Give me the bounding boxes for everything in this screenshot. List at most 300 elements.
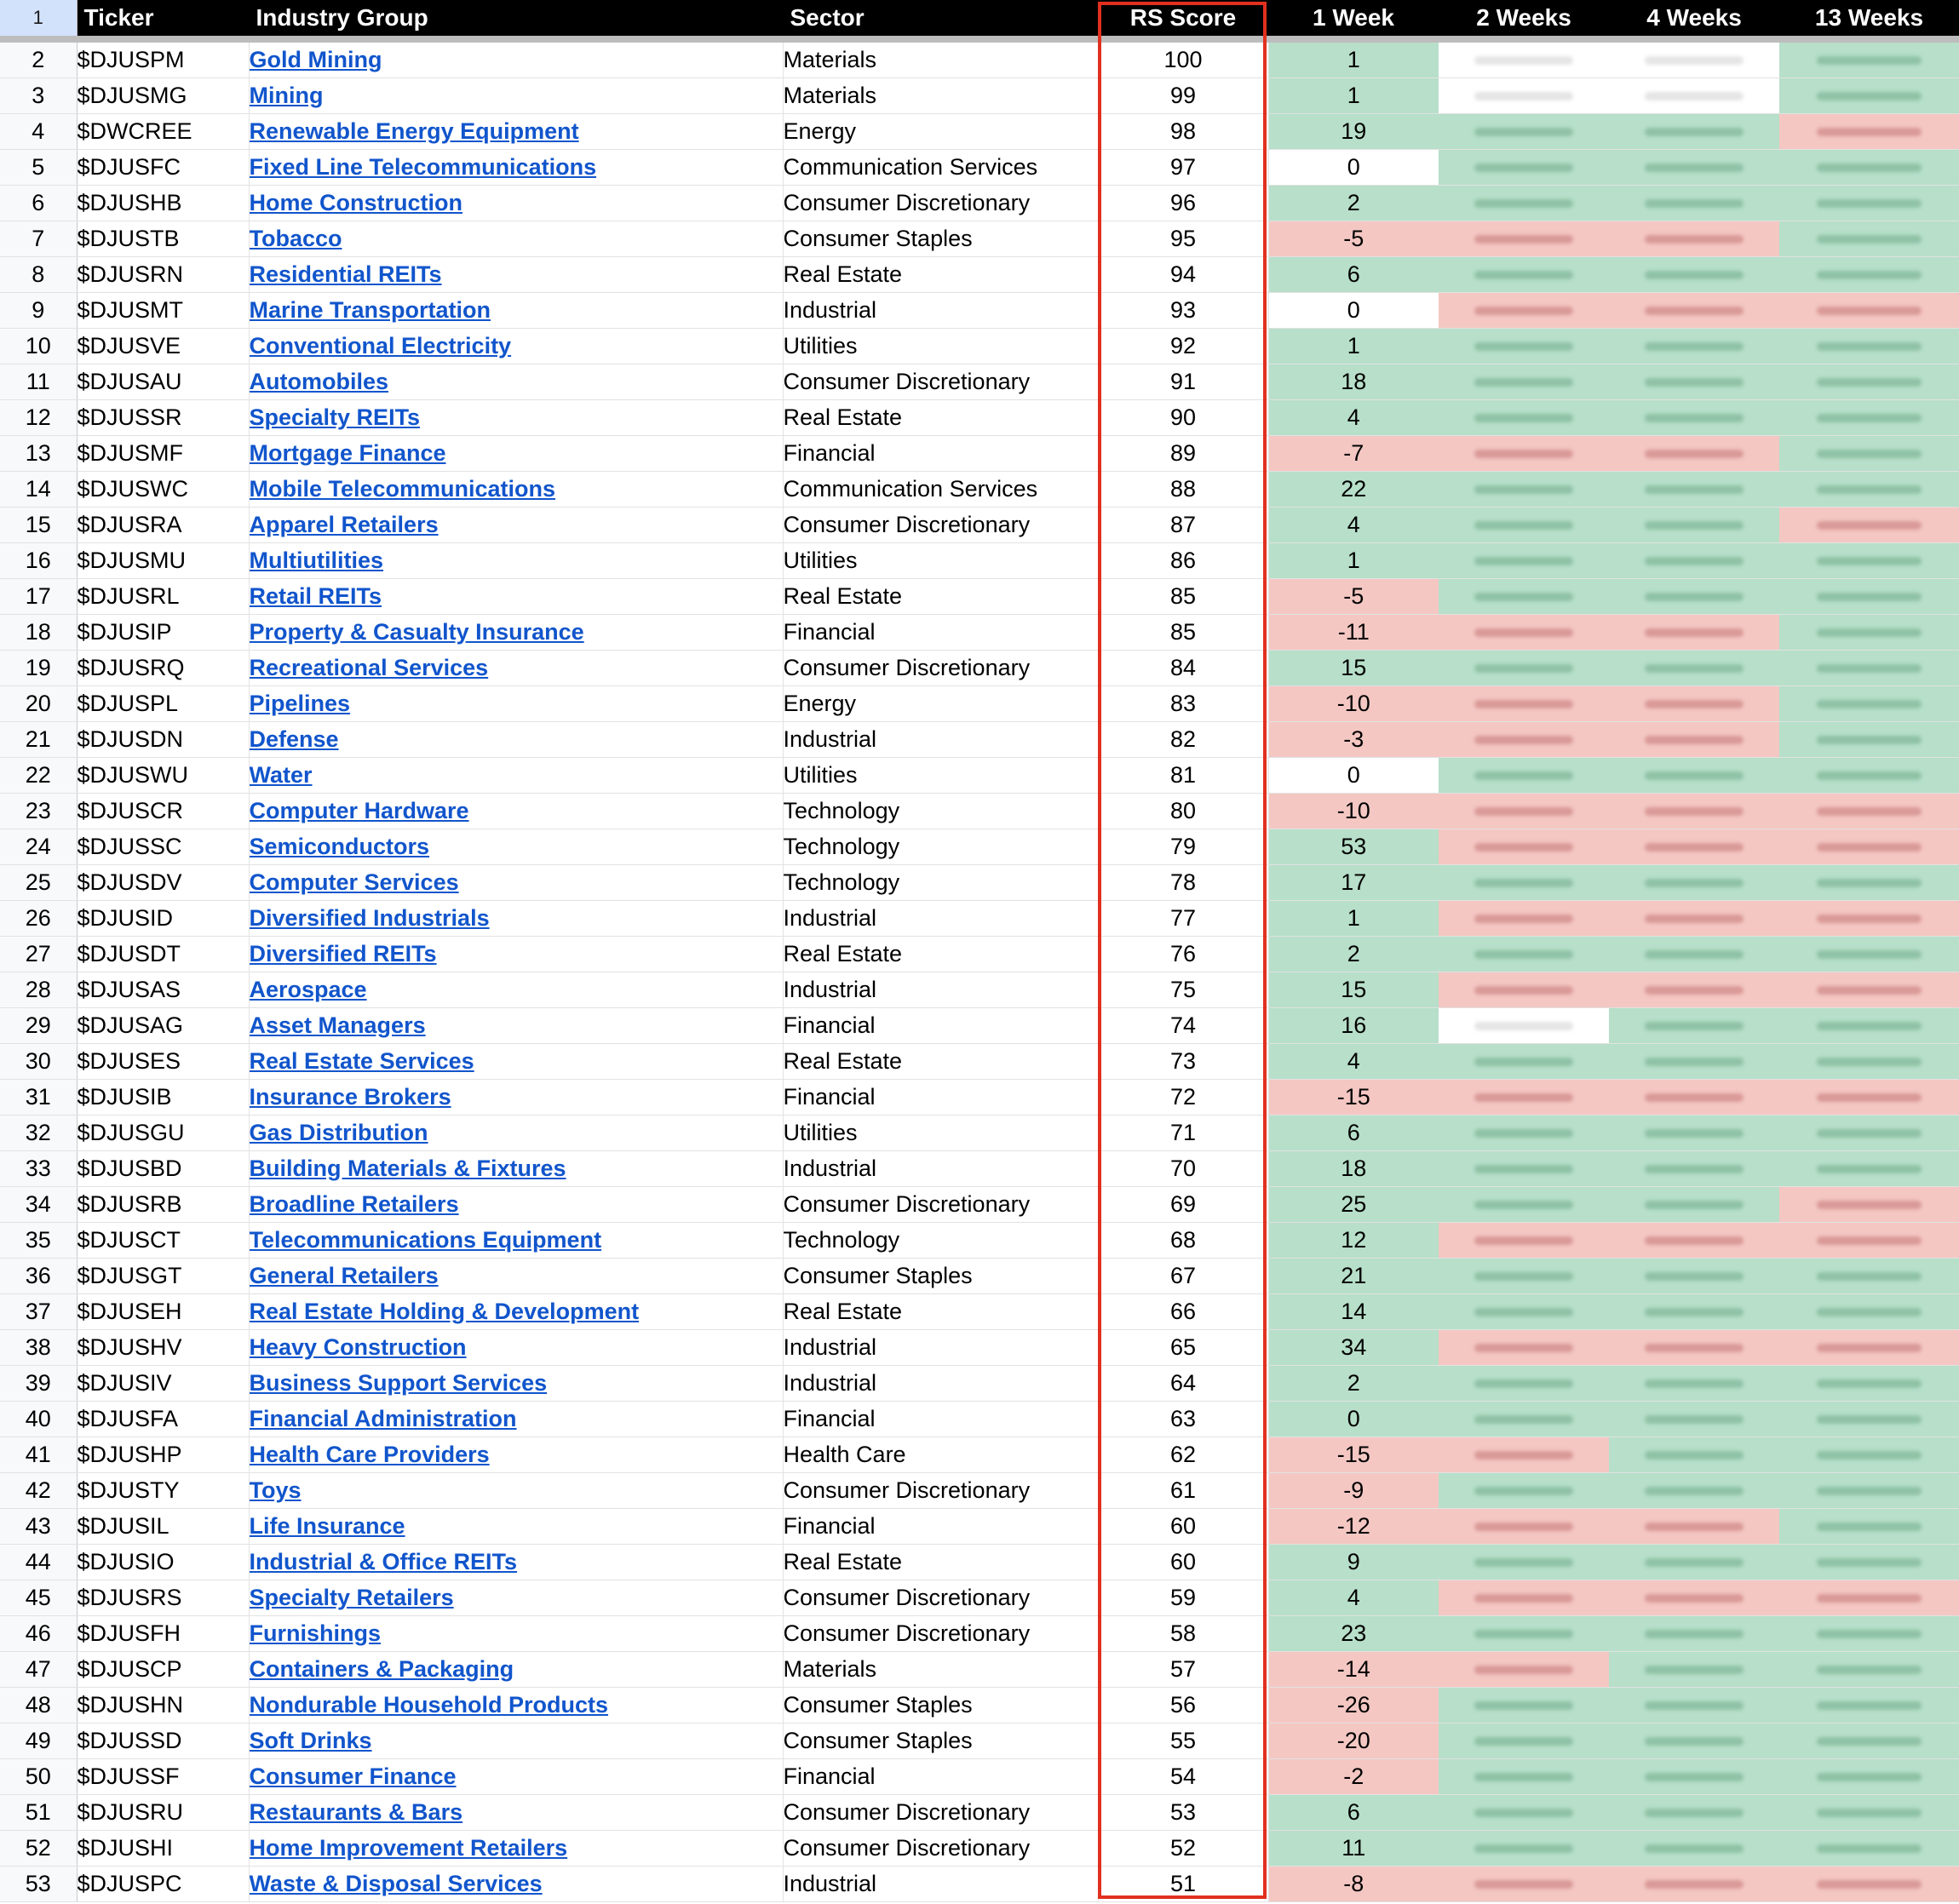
row-number[interactable]: 53 xyxy=(0,1867,77,1902)
1-week-change-cell[interactable]: 14 xyxy=(1268,1294,1439,1330)
1-week-change-cell[interactable]: -9 xyxy=(1268,1473,1439,1509)
2-weeks-change-cell[interactable] xyxy=(1439,615,1609,651)
ticker-cell[interactable]: $DJUSSF xyxy=(77,1759,249,1795)
rs-score-cell[interactable]: 100 xyxy=(1098,39,1268,78)
industry-group-cell[interactable] xyxy=(249,1187,783,1223)
13-weeks-change-cell[interactable] xyxy=(1779,364,1959,400)
industry-group-cell[interactable] xyxy=(249,1652,783,1688)
industry-group-link[interactable]: Health Care Providers xyxy=(249,1442,490,1467)
2-weeks-change-cell[interactable] xyxy=(1439,1616,1609,1652)
1-week-change-cell[interactable]: 1 xyxy=(1268,78,1439,114)
4-weeks-column-header[interactable]: 4 Weeks xyxy=(1609,0,1779,39)
1-week-change-cell[interactable]: 19 xyxy=(1268,114,1439,150)
rs-score-cell[interactable]: 91 xyxy=(1098,364,1268,400)
1-week-change-cell[interactable]: 15 xyxy=(1268,651,1439,686)
1-week-change-cell[interactable]: 1 xyxy=(1268,39,1439,78)
industry-group-cell[interactable] xyxy=(249,221,783,257)
1-week-change-cell[interactable]: 1 xyxy=(1268,329,1439,364)
2-weeks-change-cell[interactable] xyxy=(1439,150,1609,186)
13-weeks-change-cell[interactable] xyxy=(1779,758,1959,794)
row-number[interactable]: 3 xyxy=(0,78,77,114)
1-week-change-cell[interactable]: 16 xyxy=(1268,1008,1439,1044)
4-weeks-change-cell[interactable] xyxy=(1609,257,1779,293)
1-week-change-cell[interactable]: -7 xyxy=(1268,436,1439,472)
ticker-cell[interactable]: $DJUSHI xyxy=(77,1831,249,1867)
13-weeks-change-cell[interactable] xyxy=(1779,1688,1959,1723)
sector-cell[interactable]: Industrial xyxy=(783,1366,1098,1402)
13-weeks-change-cell[interactable] xyxy=(1779,686,1959,722)
1-week-change-cell[interactable]: 0 xyxy=(1268,293,1439,329)
13-weeks-change-cell[interactable] xyxy=(1779,1509,1959,1545)
rs-score-cell[interactable]: 60 xyxy=(1098,1509,1268,1545)
13-weeks-change-cell[interactable] xyxy=(1779,257,1959,293)
4-weeks-change-cell[interactable] xyxy=(1609,1080,1779,1115)
rs-score-cell[interactable]: 97 xyxy=(1098,150,1268,186)
2-weeks-change-cell[interactable] xyxy=(1439,293,1609,329)
industry-group-cell[interactable] xyxy=(249,901,783,937)
4-weeks-change-cell[interactable] xyxy=(1609,686,1779,722)
rs-score-cell[interactable]: 76 xyxy=(1098,937,1268,972)
industry-group-link[interactable]: Tobacco xyxy=(249,226,342,251)
rs-score-cell[interactable]: 61 xyxy=(1098,1473,1268,1509)
industry-group-link[interactable]: Containers & Packaging xyxy=(249,1656,514,1682)
sector-cell[interactable]: Industrial xyxy=(783,1867,1098,1902)
2-weeks-change-cell[interactable] xyxy=(1439,39,1609,78)
rs-score-cell[interactable]: 70 xyxy=(1098,1151,1268,1187)
sector-cell[interactable]: Consumer Staples xyxy=(783,1688,1098,1723)
13-weeks-change-cell[interactable] xyxy=(1779,1795,1959,1831)
13-weeks-change-cell[interactable] xyxy=(1779,1330,1959,1366)
industry-group-link[interactable]: Renewable Energy Equipment xyxy=(249,118,579,144)
2-weeks-change-cell[interactable] xyxy=(1439,1044,1609,1080)
13-weeks-change-cell[interactable] xyxy=(1779,1652,1959,1688)
2-weeks-change-cell[interactable] xyxy=(1439,1223,1609,1259)
sector-cell[interactable]: Industrial xyxy=(783,293,1098,329)
13-weeks-change-cell[interactable] xyxy=(1779,78,1959,114)
industry-group-cell[interactable] xyxy=(249,722,783,758)
industry-group-link[interactable]: Gold Mining xyxy=(249,47,382,72)
row-number[interactable]: 25 xyxy=(0,865,77,901)
ticker-cell[interactable]: $DJUSBD xyxy=(77,1151,249,1187)
ticker-cell[interactable]: $DJUSID xyxy=(77,901,249,937)
2-weeks-change-cell[interactable] xyxy=(1439,472,1609,508)
industry-group-link[interactable]: Soft Drinks xyxy=(249,1728,372,1753)
rs-score-cell[interactable]: 69 xyxy=(1098,1187,1268,1223)
4-weeks-change-cell[interactable] xyxy=(1609,1580,1779,1616)
sector-cell[interactable]: Consumer Discretionary xyxy=(783,1580,1098,1616)
ticker-cell[interactable]: $DJUSVE xyxy=(77,329,249,364)
1-week-change-cell[interactable]: 53 xyxy=(1268,829,1439,865)
13-weeks-change-cell[interactable] xyxy=(1779,1867,1959,1902)
industry-group-link[interactable]: Asset Managers xyxy=(249,1012,426,1038)
sector-cell[interactable]: Industrial xyxy=(783,972,1098,1008)
13-weeks-change-cell[interactable] xyxy=(1779,1545,1959,1580)
sector-cell[interactable]: Consumer Discretionary xyxy=(783,1616,1098,1652)
rs-score-cell[interactable]: 81 xyxy=(1098,758,1268,794)
4-weeks-change-cell[interactable] xyxy=(1609,794,1779,829)
1-week-change-cell[interactable]: 2 xyxy=(1268,937,1439,972)
4-weeks-change-cell[interactable] xyxy=(1609,972,1779,1008)
13-weeks-change-cell[interactable] xyxy=(1779,579,1959,615)
sector-cell[interactable]: Technology xyxy=(783,1223,1098,1259)
rs-score-cell[interactable]: 51 xyxy=(1098,1867,1268,1902)
ticker-cell[interactable]: $DJUSRU xyxy=(77,1795,249,1831)
ticker-cell[interactable]: $DJUSIO xyxy=(77,1545,249,1580)
industry-group-cell[interactable] xyxy=(249,829,783,865)
industry-group-cell[interactable] xyxy=(249,1795,783,1831)
13-weeks-change-cell[interactable] xyxy=(1779,1831,1959,1867)
industry-group-cell[interactable] xyxy=(249,937,783,972)
13-weeks-change-cell[interactable] xyxy=(1779,1115,1959,1151)
rs-score-cell[interactable]: 73 xyxy=(1098,1044,1268,1080)
1-week-column-header[interactable]: 1 Week xyxy=(1268,0,1439,39)
ticker-cell[interactable]: $DJUSFC xyxy=(77,150,249,186)
2-weeks-column-header[interactable]: 2 Weeks xyxy=(1439,0,1609,39)
13-weeks-change-cell[interactable] xyxy=(1779,829,1959,865)
sector-cell[interactable]: Consumer Discretionary xyxy=(783,364,1098,400)
1-week-change-cell[interactable]: 25 xyxy=(1268,1187,1439,1223)
2-weeks-change-cell[interactable] xyxy=(1439,758,1609,794)
industry-group-cell[interactable] xyxy=(249,1723,783,1759)
sector-cell[interactable]: Industrial xyxy=(783,722,1098,758)
industry-group-link[interactable]: Industrial & Office REITs xyxy=(249,1549,518,1574)
2-weeks-change-cell[interactable] xyxy=(1439,1759,1609,1795)
industry-group-link[interactable]: Gas Distribution xyxy=(249,1120,428,1145)
industry-group-cell[interactable] xyxy=(249,472,783,508)
rs-score-cell[interactable]: 60 xyxy=(1098,1545,1268,1580)
2-weeks-change-cell[interactable] xyxy=(1439,436,1609,472)
4-weeks-change-cell[interactable] xyxy=(1609,1723,1779,1759)
ticker-cell[interactable]: $DJUSRB xyxy=(77,1187,249,1223)
industry-group-link[interactable]: Toys xyxy=(249,1477,302,1503)
2-weeks-change-cell[interactable] xyxy=(1439,1545,1609,1580)
13-weeks-change-cell[interactable] xyxy=(1779,1366,1959,1402)
row-number[interactable]: 24 xyxy=(0,829,77,865)
industry-group-cell[interactable] xyxy=(249,579,783,615)
row-number[interactable]: 4 xyxy=(0,114,77,150)
industry-group-column-header[interactable]: Industry Group xyxy=(249,0,783,39)
4-weeks-change-cell[interactable] xyxy=(1609,472,1779,508)
industry-group-cell[interactable] xyxy=(249,972,783,1008)
1-week-change-cell[interactable]: -11 xyxy=(1268,615,1439,651)
row-number[interactable]: 21 xyxy=(0,722,77,758)
industry-group-link[interactable]: Waste & Disposal Services xyxy=(249,1871,543,1896)
1-week-change-cell[interactable]: -10 xyxy=(1268,686,1439,722)
row-number[interactable]: 18 xyxy=(0,615,77,651)
rs-score-cell[interactable]: 80 xyxy=(1098,794,1268,829)
2-weeks-change-cell[interactable] xyxy=(1439,901,1609,937)
row-number[interactable]: 40 xyxy=(0,1402,77,1437)
ticker-cell[interactable]: $DJUSTB xyxy=(77,221,249,257)
sector-cell[interactable]: Utilities xyxy=(783,543,1098,579)
rs-score-cell[interactable]: 84 xyxy=(1098,651,1268,686)
ticker-cell[interactable]: $DJUSSR xyxy=(77,400,249,436)
ticker-cell[interactable]: $DJUSWC xyxy=(77,472,249,508)
ticker-cell[interactable]: $DJUSHP xyxy=(77,1437,249,1473)
ticker-cell[interactable]: $DJUSWU xyxy=(77,758,249,794)
ticker-cell[interactable]: $DJUSIB xyxy=(77,1080,249,1115)
rs-score-cell[interactable]: 53 xyxy=(1098,1795,1268,1831)
4-weeks-change-cell[interactable] xyxy=(1609,1795,1779,1831)
1-week-change-cell[interactable]: -10 xyxy=(1268,794,1439,829)
ticker-cell[interactable]: $DJUSRS xyxy=(77,1580,249,1616)
1-week-change-cell[interactable]: 2 xyxy=(1268,186,1439,221)
1-week-change-cell[interactable]: 6 xyxy=(1268,257,1439,293)
ticker-cell[interactable]: $DJUSSC xyxy=(77,829,249,865)
4-weeks-change-cell[interactable] xyxy=(1609,901,1779,937)
row-number[interactable]: 29 xyxy=(0,1008,77,1044)
industry-group-cell[interactable] xyxy=(249,436,783,472)
13-weeks-change-cell[interactable] xyxy=(1779,1723,1959,1759)
industry-group-cell[interactable] xyxy=(249,78,783,114)
industry-group-cell[interactable] xyxy=(249,293,783,329)
2-weeks-change-cell[interactable] xyxy=(1439,651,1609,686)
ticker-cell[interactable]: $DJUSSD xyxy=(77,1723,249,1759)
1-week-change-cell[interactable]: 17 xyxy=(1268,865,1439,901)
industry-group-link[interactable]: Building Materials & Fixtures xyxy=(249,1156,566,1181)
13-weeks-change-cell[interactable] xyxy=(1779,221,1959,257)
rs-score-cell[interactable]: 90 xyxy=(1098,400,1268,436)
4-weeks-change-cell[interactable] xyxy=(1609,1330,1779,1366)
industry-group-link[interactable]: Fixed Line Telecommunications xyxy=(249,154,597,180)
ticker-cell[interactable]: $DWCREE xyxy=(77,114,249,150)
sector-cell[interactable]: Industrial xyxy=(783,1151,1098,1187)
sector-cell[interactable]: Real Estate xyxy=(783,400,1098,436)
rs-score-cell[interactable]: 67 xyxy=(1098,1259,1268,1294)
13-weeks-change-cell[interactable] xyxy=(1779,1616,1959,1652)
ticker-cell[interactable]: $DJUSDN xyxy=(77,722,249,758)
1-week-change-cell[interactable]: 11 xyxy=(1268,1831,1439,1867)
row-number[interactable]: 31 xyxy=(0,1080,77,1115)
industry-group-link[interactable]: Recreational Services xyxy=(249,655,489,680)
industry-group-cell[interactable] xyxy=(249,1616,783,1652)
row-number[interactable]: 19 xyxy=(0,651,77,686)
industry-group-link[interactable]: Residential REITs xyxy=(249,261,442,287)
13-weeks-change-cell[interactable] xyxy=(1779,1259,1959,1294)
industry-group-cell[interactable] xyxy=(249,651,783,686)
1-week-change-cell[interactable]: 1 xyxy=(1268,901,1439,937)
1-week-change-cell[interactable]: -8 xyxy=(1268,1867,1439,1902)
rs-score-cell[interactable]: 85 xyxy=(1098,579,1268,615)
industry-group-link[interactable]: Nondurable Household Products xyxy=(249,1692,609,1718)
13-weeks-change-cell[interactable] xyxy=(1779,150,1959,186)
row-number[interactable]: 32 xyxy=(0,1115,77,1151)
4-weeks-change-cell[interactable] xyxy=(1609,78,1779,114)
4-weeks-change-cell[interactable] xyxy=(1609,1151,1779,1187)
2-weeks-change-cell[interactable] xyxy=(1439,579,1609,615)
row-number[interactable]: 46 xyxy=(0,1616,77,1652)
ticker-cell[interactable]: $DJUSCR xyxy=(77,794,249,829)
1-week-change-cell[interactable]: 18 xyxy=(1268,1151,1439,1187)
1-week-change-cell[interactable]: -5 xyxy=(1268,579,1439,615)
13-weeks-change-cell[interactable] xyxy=(1779,1402,1959,1437)
industry-group-link[interactable]: Defense xyxy=(249,726,339,752)
1-week-change-cell[interactable]: 4 xyxy=(1268,1580,1439,1616)
sector-cell[interactable]: Materials xyxy=(783,78,1098,114)
row-number-header[interactable]: 1 xyxy=(0,0,77,39)
rs-score-cell[interactable]: 83 xyxy=(1098,686,1268,722)
industry-group-cell[interactable] xyxy=(249,1688,783,1723)
1-week-change-cell[interactable]: -3 xyxy=(1268,722,1439,758)
ticker-cell[interactable]: $DJUSHB xyxy=(77,186,249,221)
4-weeks-change-cell[interactable] xyxy=(1609,436,1779,472)
industry-group-cell[interactable] xyxy=(249,39,783,78)
rs-score-cell[interactable]: 57 xyxy=(1098,1652,1268,1688)
sector-cell[interactable]: Financial xyxy=(783,1080,1098,1115)
13-weeks-change-cell[interactable] xyxy=(1779,722,1959,758)
4-weeks-change-cell[interactable] xyxy=(1609,1867,1779,1902)
2-weeks-change-cell[interactable] xyxy=(1439,1688,1609,1723)
13-weeks-change-cell[interactable] xyxy=(1779,329,1959,364)
industry-group-cell[interactable] xyxy=(249,865,783,901)
row-number[interactable]: 50 xyxy=(0,1759,77,1795)
row-number[interactable]: 49 xyxy=(0,1723,77,1759)
ticker-cell[interactable]: $DJUSGT xyxy=(77,1259,249,1294)
rs-score-cell[interactable]: 72 xyxy=(1098,1080,1268,1115)
4-weeks-change-cell[interactable] xyxy=(1609,221,1779,257)
sector-cell[interactable]: Technology xyxy=(783,865,1098,901)
ticker-cell[interactable]: $DJUSIL xyxy=(77,1509,249,1545)
row-number[interactable]: 7 xyxy=(0,221,77,257)
4-weeks-change-cell[interactable] xyxy=(1609,1044,1779,1080)
ticker-cell[interactable]: $DJUSRQ xyxy=(77,651,249,686)
4-weeks-change-cell[interactable] xyxy=(1609,1008,1779,1044)
rs-score-cell[interactable]: 82 xyxy=(1098,722,1268,758)
row-number[interactable]: 6 xyxy=(0,186,77,221)
sector-cell[interactable]: Real Estate xyxy=(783,579,1098,615)
rs-score-cell[interactable]: 98 xyxy=(1098,114,1268,150)
2-weeks-change-cell[interactable] xyxy=(1439,1259,1609,1294)
2-weeks-change-cell[interactable] xyxy=(1439,794,1609,829)
2-weeks-change-cell[interactable] xyxy=(1439,1115,1609,1151)
2-weeks-change-cell[interactable] xyxy=(1439,508,1609,543)
rs-score-cell[interactable]: 99 xyxy=(1098,78,1268,114)
ticker-cell[interactable]: $DJUSDT xyxy=(77,937,249,972)
industry-group-link[interactable]: Marine Transportation xyxy=(249,297,491,323)
rs-score-cell[interactable]: 94 xyxy=(1098,257,1268,293)
sector-cell[interactable]: Utilities xyxy=(783,329,1098,364)
row-number[interactable]: 48 xyxy=(0,1688,77,1723)
2-weeks-change-cell[interactable] xyxy=(1439,829,1609,865)
industry-group-link[interactable]: Mortgage Finance xyxy=(249,440,446,466)
rs-score-cell[interactable]: 55 xyxy=(1098,1723,1268,1759)
industry-group-cell[interactable] xyxy=(249,1044,783,1080)
industry-group-cell[interactable] xyxy=(249,615,783,651)
13-weeks-change-cell[interactable] xyxy=(1779,1580,1959,1616)
ticker-cell[interactable]: $DJUSPC xyxy=(77,1867,249,1902)
rs-score-cell[interactable]: 71 xyxy=(1098,1115,1268,1151)
13-weeks-change-cell[interactable] xyxy=(1779,1223,1959,1259)
2-weeks-change-cell[interactable] xyxy=(1439,257,1609,293)
rs-score-cell[interactable]: 96 xyxy=(1098,186,1268,221)
2-weeks-change-cell[interactable] xyxy=(1439,686,1609,722)
4-weeks-change-cell[interactable] xyxy=(1609,293,1779,329)
ticker-cell[interactable]: $DJUSPL xyxy=(77,686,249,722)
industry-group-cell[interactable] xyxy=(249,114,783,150)
row-number[interactable]: 35 xyxy=(0,1223,77,1259)
industry-group-link[interactable]: Semiconductors xyxy=(249,834,430,859)
rs-score-cell[interactable]: 56 xyxy=(1098,1688,1268,1723)
rs-score-cell[interactable]: 95 xyxy=(1098,221,1268,257)
4-weeks-change-cell[interactable] xyxy=(1609,1259,1779,1294)
row-number[interactable]: 23 xyxy=(0,794,77,829)
industry-group-link[interactable]: Business Support Services xyxy=(249,1370,548,1396)
2-weeks-change-cell[interactable] xyxy=(1439,221,1609,257)
sector-cell[interactable]: Real Estate xyxy=(783,257,1098,293)
sector-cell[interactable]: Real Estate xyxy=(783,1545,1098,1580)
row-number[interactable]: 15 xyxy=(0,508,77,543)
ticker-cell[interactable]: $DJUSEH xyxy=(77,1294,249,1330)
4-weeks-change-cell[interactable] xyxy=(1609,508,1779,543)
ticker-cell[interactable]: $DJUSMU xyxy=(77,543,249,579)
rs-score-cell[interactable]: 89 xyxy=(1098,436,1268,472)
industry-group-cell[interactable] xyxy=(249,186,783,221)
1-week-change-cell[interactable]: -14 xyxy=(1268,1652,1439,1688)
rs-score-cell[interactable]: 52 xyxy=(1098,1831,1268,1867)
1-week-change-cell[interactable]: 0 xyxy=(1268,758,1439,794)
industry-group-cell[interactable] xyxy=(249,1867,783,1902)
industry-group-cell[interactable] xyxy=(249,508,783,543)
row-number[interactable]: 12 xyxy=(0,400,77,436)
2-weeks-change-cell[interactable] xyxy=(1439,1366,1609,1402)
industry-group-cell[interactable] xyxy=(249,1580,783,1616)
industry-group-link[interactable]: Automobiles xyxy=(249,369,389,394)
industry-group-cell[interactable] xyxy=(249,1259,783,1294)
industry-group-link[interactable]: Computer Hardware xyxy=(249,798,469,823)
sector-cell[interactable]: Financial xyxy=(783,436,1098,472)
ticker-cell[interactable]: $DJUSES xyxy=(77,1044,249,1080)
4-weeks-change-cell[interactable] xyxy=(1609,722,1779,758)
ticker-cell[interactable]: $DJUSCP xyxy=(77,1652,249,1688)
sector-cell[interactable]: Real Estate xyxy=(783,937,1098,972)
row-number[interactable]: 43 xyxy=(0,1509,77,1545)
rs-score-cell[interactable]: 68 xyxy=(1098,1223,1268,1259)
13-weeks-change-cell[interactable] xyxy=(1779,901,1959,937)
row-number[interactable]: 16 xyxy=(0,543,77,579)
4-weeks-change-cell[interactable] xyxy=(1609,543,1779,579)
sector-cell[interactable]: Materials xyxy=(783,39,1098,78)
rs-score-cell[interactable]: 74 xyxy=(1098,1008,1268,1044)
2-weeks-change-cell[interactable] xyxy=(1439,1509,1609,1545)
1-week-change-cell[interactable]: -12 xyxy=(1268,1509,1439,1545)
row-number[interactable]: 28 xyxy=(0,972,77,1008)
13-weeks-change-cell[interactable] xyxy=(1779,937,1959,972)
13-weeks-change-cell[interactable] xyxy=(1779,543,1959,579)
rs-score-cell[interactable]: 88 xyxy=(1098,472,1268,508)
industry-group-link[interactable]: Consumer Finance xyxy=(249,1763,457,1789)
row-number[interactable]: 34 xyxy=(0,1187,77,1223)
sector-cell[interactable]: Real Estate xyxy=(783,1294,1098,1330)
row-number[interactable]: 2 xyxy=(0,39,77,78)
ticker-cell[interactable]: $DJUSHV xyxy=(77,1330,249,1366)
industry-group-link[interactable]: Heavy Construction xyxy=(249,1334,467,1360)
13-weeks-change-cell[interactable] xyxy=(1779,293,1959,329)
13-weeks-change-cell[interactable] xyxy=(1779,39,1959,78)
row-number[interactable]: 45 xyxy=(0,1580,77,1616)
4-weeks-change-cell[interactable] xyxy=(1609,1437,1779,1473)
rs-score-cell[interactable]: 79 xyxy=(1098,829,1268,865)
rs-score-cell[interactable]: 58 xyxy=(1098,1616,1268,1652)
row-number[interactable]: 44 xyxy=(0,1545,77,1580)
sector-cell[interactable]: Consumer Discretionary xyxy=(783,186,1098,221)
1-week-change-cell[interactable]: 18 xyxy=(1268,364,1439,400)
sector-cell[interactable]: Industrial xyxy=(783,901,1098,937)
2-weeks-change-cell[interactable] xyxy=(1439,865,1609,901)
ticker-cell[interactable]: $DJUSRN xyxy=(77,257,249,293)
row-number[interactable]: 39 xyxy=(0,1366,77,1402)
industry-group-link[interactable]: Aerospace xyxy=(249,977,367,1002)
2-weeks-change-cell[interactable] xyxy=(1439,114,1609,150)
